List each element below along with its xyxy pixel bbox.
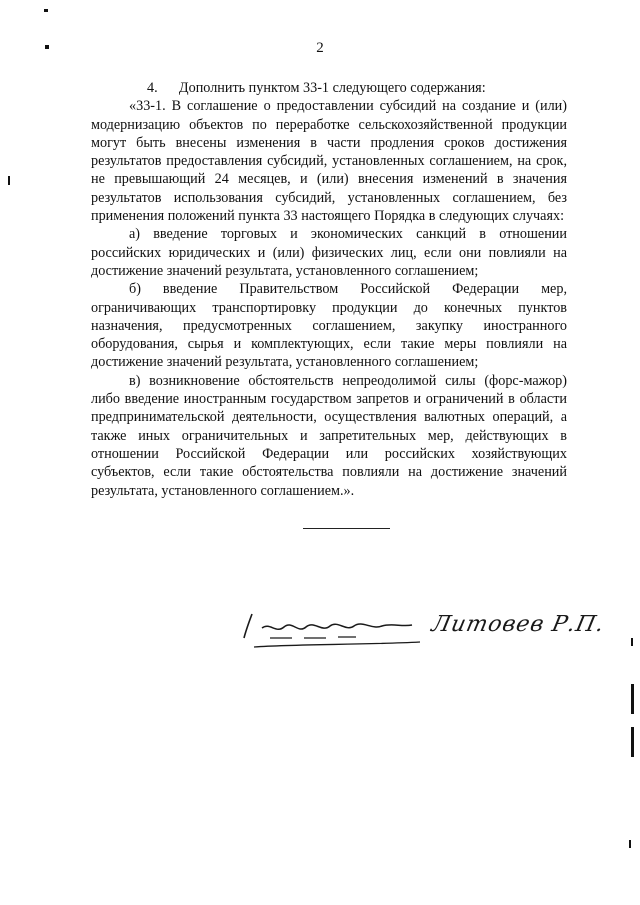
- paragraph-case-c: в) возникновение обстоятельств непреодолимой силы (форс-мажор) либо введение иностранным государством запретов и ограничений в области предпринимательской деятельности, осуществления валютных операций, а также иных ограничительных и запретительных мер, действующих в отношении Российской Федерации или российских хозяйствующих субъектов, если такие обстоятельства повлияли на достижение значений результата, установленного соглашением.».: [91, 372, 567, 499]
- scan-bar: [631, 727, 634, 757]
- paragraph-item-4: 4. Дополнить пунктом 33-1 следующего содержания:: [147, 80, 486, 96]
- paragraph-case-b: б) введение Правительством Российской Федерации мер, ограничивающих транспортировку продукции до конечных пунктов назначения, предусмотренных соглашением, закупку иностранного оборудования, сырья и комплектующих, если такие меры повлияли на достижение значений результата, установленного соглашением;: [91, 281, 567, 371]
- signer-name: [429, 612, 607, 637]
- scan-dot: [44, 9, 48, 12]
- signer-name-text: Литовев Р.П.: [429, 612, 607, 637]
- paragraph-33-1: «33-1. В соглашение о предоставлении субсидий на создание и (или) модернизацию объектов по переработке сельскохозяйственной продукции могут быть внесены изменения в части продления сроков достижения результатов предоставления субсидий, установленных соглашением, на срок, не превышающий 24 месяцев, и (или) внесения изменений в значения результатов использования субсидий, установленных соглашением, без применения положений пункта 33 настоящего Порядка в следующих случаях:: [91, 98, 567, 225]
- scan-dot: [629, 840, 631, 848]
- separator-line: [303, 528, 390, 529]
- page-number: 2: [316, 40, 324, 56]
- scan-dot: [631, 638, 633, 646]
- paragraph-case-a: а) введение торговых и экономических санкций в отношении российских юридических и (или) физических лиц, если они повлияли на достижение значений результата, установленного соглашением;: [91, 226, 567, 279]
- scan-dot: [8, 176, 10, 185]
- scan-dot: [45, 45, 49, 49]
- handwritten-signature: [240, 600, 425, 660]
- document-body: [91, 79, 567, 500]
- scan-bar: [631, 684, 634, 714]
